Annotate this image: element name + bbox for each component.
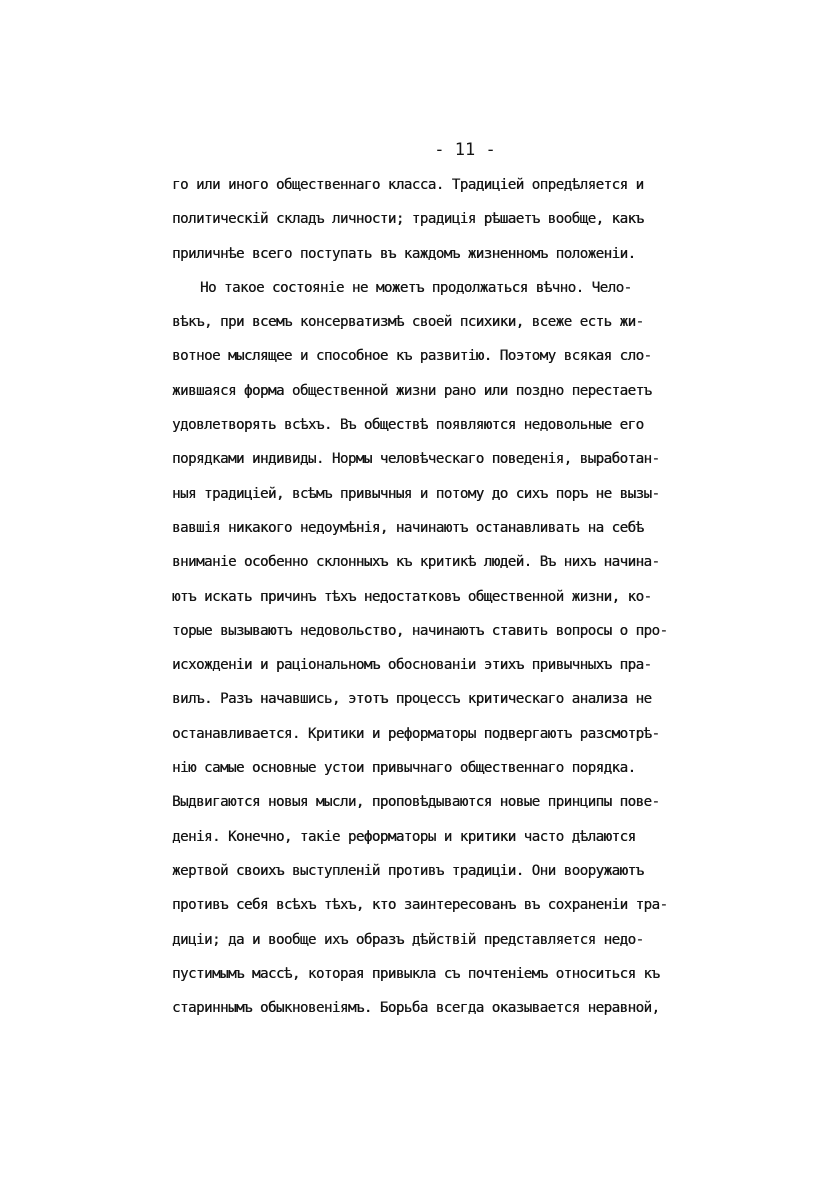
text-line: противъ себя всѣхъ тѣхъ, кто заинтересованъ въ сохраненіи тра-: [172, 897, 668, 914]
text-line: вавшія никакого недоумѣнія, начинаютъ останавливать на себѣ: [172, 519, 644, 536]
text-line: жертвой своихъ выступленій противъ традиціи. Они вооружаютъ: [172, 862, 644, 879]
text-line: порядками индивиды. Нормы человѣческаго поведенія, выработан-: [172, 451, 660, 468]
text-line: ютъ искать причинъ тѣхъ недостатковъ общественной жизни, ко-: [172, 588, 652, 605]
paragraph-first-line: Но такое состояніе не можетъ продолжаться вѣчно. Чело-: [200, 279, 632, 296]
text-line: диціи; да и вообще ихъ образъ дѣйствій представляется недо-: [172, 931, 644, 948]
text-line: пустимымъ массѣ, которая привыкла съ почтеніемъ относиться къ: [172, 965, 660, 982]
text-line: вотное мыслящее и способное къ развитію. Поэтому всякая сло-: [172, 348, 652, 365]
text-line: Выдвигаются новыя мысли, проповѣдываются новые принципы пове-: [172, 794, 660, 811]
text-line: вѣкъ, при всемъ консерватизмѣ своей психики, всеже есть жи-: [172, 314, 644, 331]
text-line: удовлетворять всѣхъ. Въ обществѣ появляются недовольные его: [172, 417, 644, 434]
text-line: стариннымъ обыкновеніямъ. Борьба всегда оказывается неравной,: [172, 1000, 660, 1017]
page-number: - 11 -: [434, 140, 496, 160]
text-line: останавливается. Критики и реформаторы подвергаютъ разсмотрѣ-: [172, 725, 660, 742]
text-line: вилъ. Разъ начавшись, этотъ процессъ критическаго анализа не: [172, 691, 652, 708]
text-line: приличнѣе всего поступать въ каждомъ жизненномъ положеніи.: [172, 245, 636, 262]
text-line: жившаяся форма общественной жизни рано или поздно перестаетъ: [172, 382, 652, 399]
text-line: нію самые основные устои привычнаго общественнаго порядка.: [172, 760, 636, 777]
body-text: [172, 168, 720, 1025]
text-line: вниманіе особенно склонныхъ къ критикѣ людей. Въ нихъ начина-: [172, 554, 660, 571]
text-line: торые вызываютъ недовольство, начинаютъ ставить вопросы о про-: [172, 622, 668, 639]
text-line: денія. Конечно, такіе реформаторы и критики часто дѣлаются: [172, 828, 636, 845]
text-line: исхожденіи и раціональномъ обоснованіи этихъ привычныхъ пра-: [172, 657, 652, 674]
text-line: политическій складъ личности; традиція рѣшаетъ вообще, какъ: [172, 211, 644, 228]
text-line: го или иного общественнаго класса. Традиціей опредѣляется и: [172, 177, 644, 193]
text-line: ныя традиціей, всѣмъ привычныя и потому до сихъ поръ не вызы-: [172, 485, 660, 502]
